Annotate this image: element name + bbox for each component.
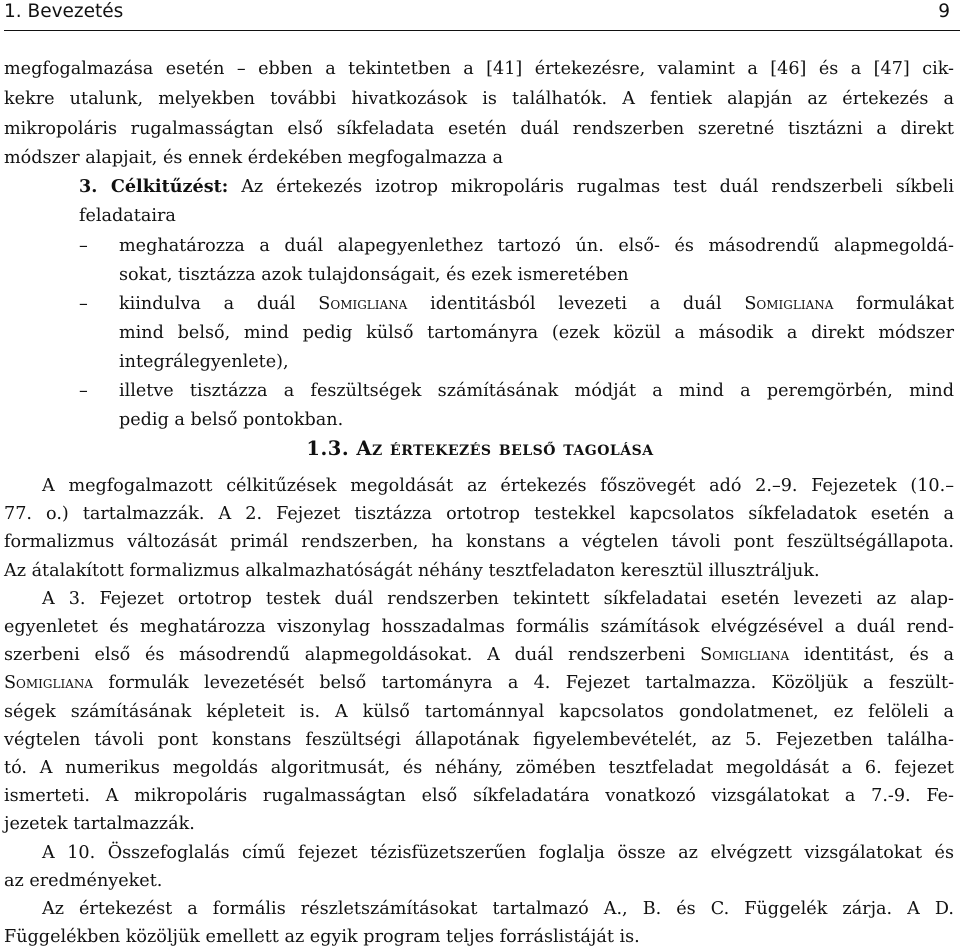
body-p2-text-c: formulák levezetését belső tartományra a 4. Fejezet tartalmazza. Közöljük a feszült- bbox=[108, 673, 955, 694]
body-p3-line-1: A 10. Összefoglalás című fejezet tézisfüzetszerűen foglalja össze az elvégzett vizsgálatokat és bbox=[42, 842, 954, 863]
body-p4-line-2: Függelékben közöljük emellett az egyik program teljes forráslistáját is. bbox=[4, 927, 640, 947]
body-p2-line-1: A 3. Fejezet ortotrop testek duál rendszerben tekintett síkfeladatai esetén levezeti az alap- bbox=[42, 588, 954, 609]
list-dash: – bbox=[79, 294, 88, 314]
list-item-2-line-2: mind belső, mind pedig külső tartományra (ezek közül a második a direkt módszer bbox=[119, 323, 954, 343]
body-p2-line-9: jezetek tartalmazzák. bbox=[4, 814, 195, 835]
somigliana-name: Somigliana bbox=[744, 294, 834, 314]
list-item-1-line-2: sokat, tisztázza azok tulajdonságait, és ezek ismeretében bbox=[119, 265, 629, 285]
body-p1-line-1: A megfogalmazott célkitűzések megoldását az értekezés főszövegét adó 2.–9. Fejezetek (10.– bbox=[42, 476, 954, 496]
somigliana-name: Somigliana bbox=[700, 645, 790, 666]
list-item-3-line-2: pedig a belső pontokban. bbox=[119, 410, 344, 430]
body-p2-line-2: egyenletet és meghatározza viszonylag hosszadalmas formális számítások elvégzésével a duál rend- bbox=[4, 617, 954, 637]
list-item-2-line-3: integrálegyenlete), bbox=[119, 352, 289, 372]
body-p2-line-4 bbox=[4, 673, 954, 693]
objective-label: 3. Célkitűzést: bbox=[79, 176, 229, 197]
body-p3-line-2: az eredményeket. bbox=[4, 870, 163, 891]
list-item-2-text-b: identitásból levezeti a duál bbox=[430, 294, 722, 314]
list-item-2-line-1 bbox=[119, 294, 954, 314]
list-item-3-line-1: illetve tisztázza a feszültségek számításának módját a mind a peremgörbén, mind bbox=[119, 381, 954, 401]
list-item-2-text-a: kiindulva a duál bbox=[119, 294, 296, 314]
objective-text: Az értekezés izotrop mikropoláris rugalmas test duál rendszerbeli síkbeli bbox=[241, 177, 954, 197]
body-p2-line-8: ismerteti. A mikropoláris rugalmasságtan első síkfeladatára vonatkozó vizsgálatokat a 7.-9. Fe- bbox=[4, 786, 954, 807]
list-dash: – bbox=[79, 381, 88, 401]
body-p4-line-1: Az értekezést a formális részletszámításokat tartalmazó A., B. és C. Függelék zárja. A D. bbox=[42, 899, 954, 919]
intro-line-1: megfogalmazása esetén – ebben a tekintetben a [41] értekezésre, valamint a [46] és a [47] cik- bbox=[4, 59, 954, 79]
body-p2-line-7: tó. A numerikus megoldás algoritmusát, és néhány, zömében tesztfeladat megoldását a 6. fejezet bbox=[4, 758, 954, 778]
somigliana-name: Somigliana bbox=[318, 294, 408, 314]
chapter-heading: 1. Bevezetés bbox=[4, 1, 124, 22]
page-number: 9 bbox=[938, 1, 950, 22]
body-p2-line-3 bbox=[4, 645, 954, 665]
body-p1-line-3: formalizmus változását primál rendszerben, ha konstans a végtelen távoli pont feszültségállapota. bbox=[4, 532, 954, 553]
objective-line-2: feladataira bbox=[79, 206, 176, 226]
list-item-1-line-1: meghatározza a duál alapegyenlethez tartozó ún. első- és másodrendű alapmegoldá- bbox=[119, 236, 954, 256]
section-heading: Az értekezés belső tagolása bbox=[356, 437, 654, 460]
body-p2-text-b: identitást, és a bbox=[803, 645, 954, 666]
body-p1-line-4: Az átalakított formalizmus alkalmazhatóságát néhány tesztfeladaton keresztül illusztráljuk. bbox=[4, 560, 820, 581]
section-number: 1.3. bbox=[306, 437, 350, 460]
list-dash: – bbox=[79, 236, 88, 256]
body-p2-line-6: végtelen távoli pont konstans feszültségi állapotának figyelembevételét, az 5. Fejezetben találha- bbox=[4, 729, 954, 750]
section-title bbox=[4, 437, 956, 460]
objective-line-1 bbox=[79, 177, 954, 197]
header-rule bbox=[4, 30, 960, 31]
body-p2-text-a: szerbeni első és másodrendű alapmegoldásokat. A duál rendszerbeni bbox=[4, 645, 686, 666]
intro-line-2: kekre utalunk, melyekben további hivatkozások is találhatók. A fentiek alapján az értekezés a bbox=[4, 89, 954, 109]
body-p2-line-5: ségek számításának képleteit is. A külső tartománnyal kapcsolatos gondolatmenet, ez felöleli a bbox=[4, 701, 954, 722]
list-item-2-text-c: formulákat bbox=[856, 294, 955, 314]
body-p1-line-2: 77. o.) tartalmazzák. A 2. Fejezet tisztázza ortotrop testekkel kapcsolatos síkfeladatok esetén a bbox=[4, 504, 954, 525]
intro-line-4: módszer alapjait, és ennek érdekében megfogalmazza a bbox=[4, 148, 504, 168]
intro-line-3: mikropoláris rugalmasságtan első síkfeladata esetén duál rendszerben szeretné tisztázni a direkt bbox=[4, 119, 954, 139]
somigliana-name: Somigliana bbox=[4, 673, 94, 694]
